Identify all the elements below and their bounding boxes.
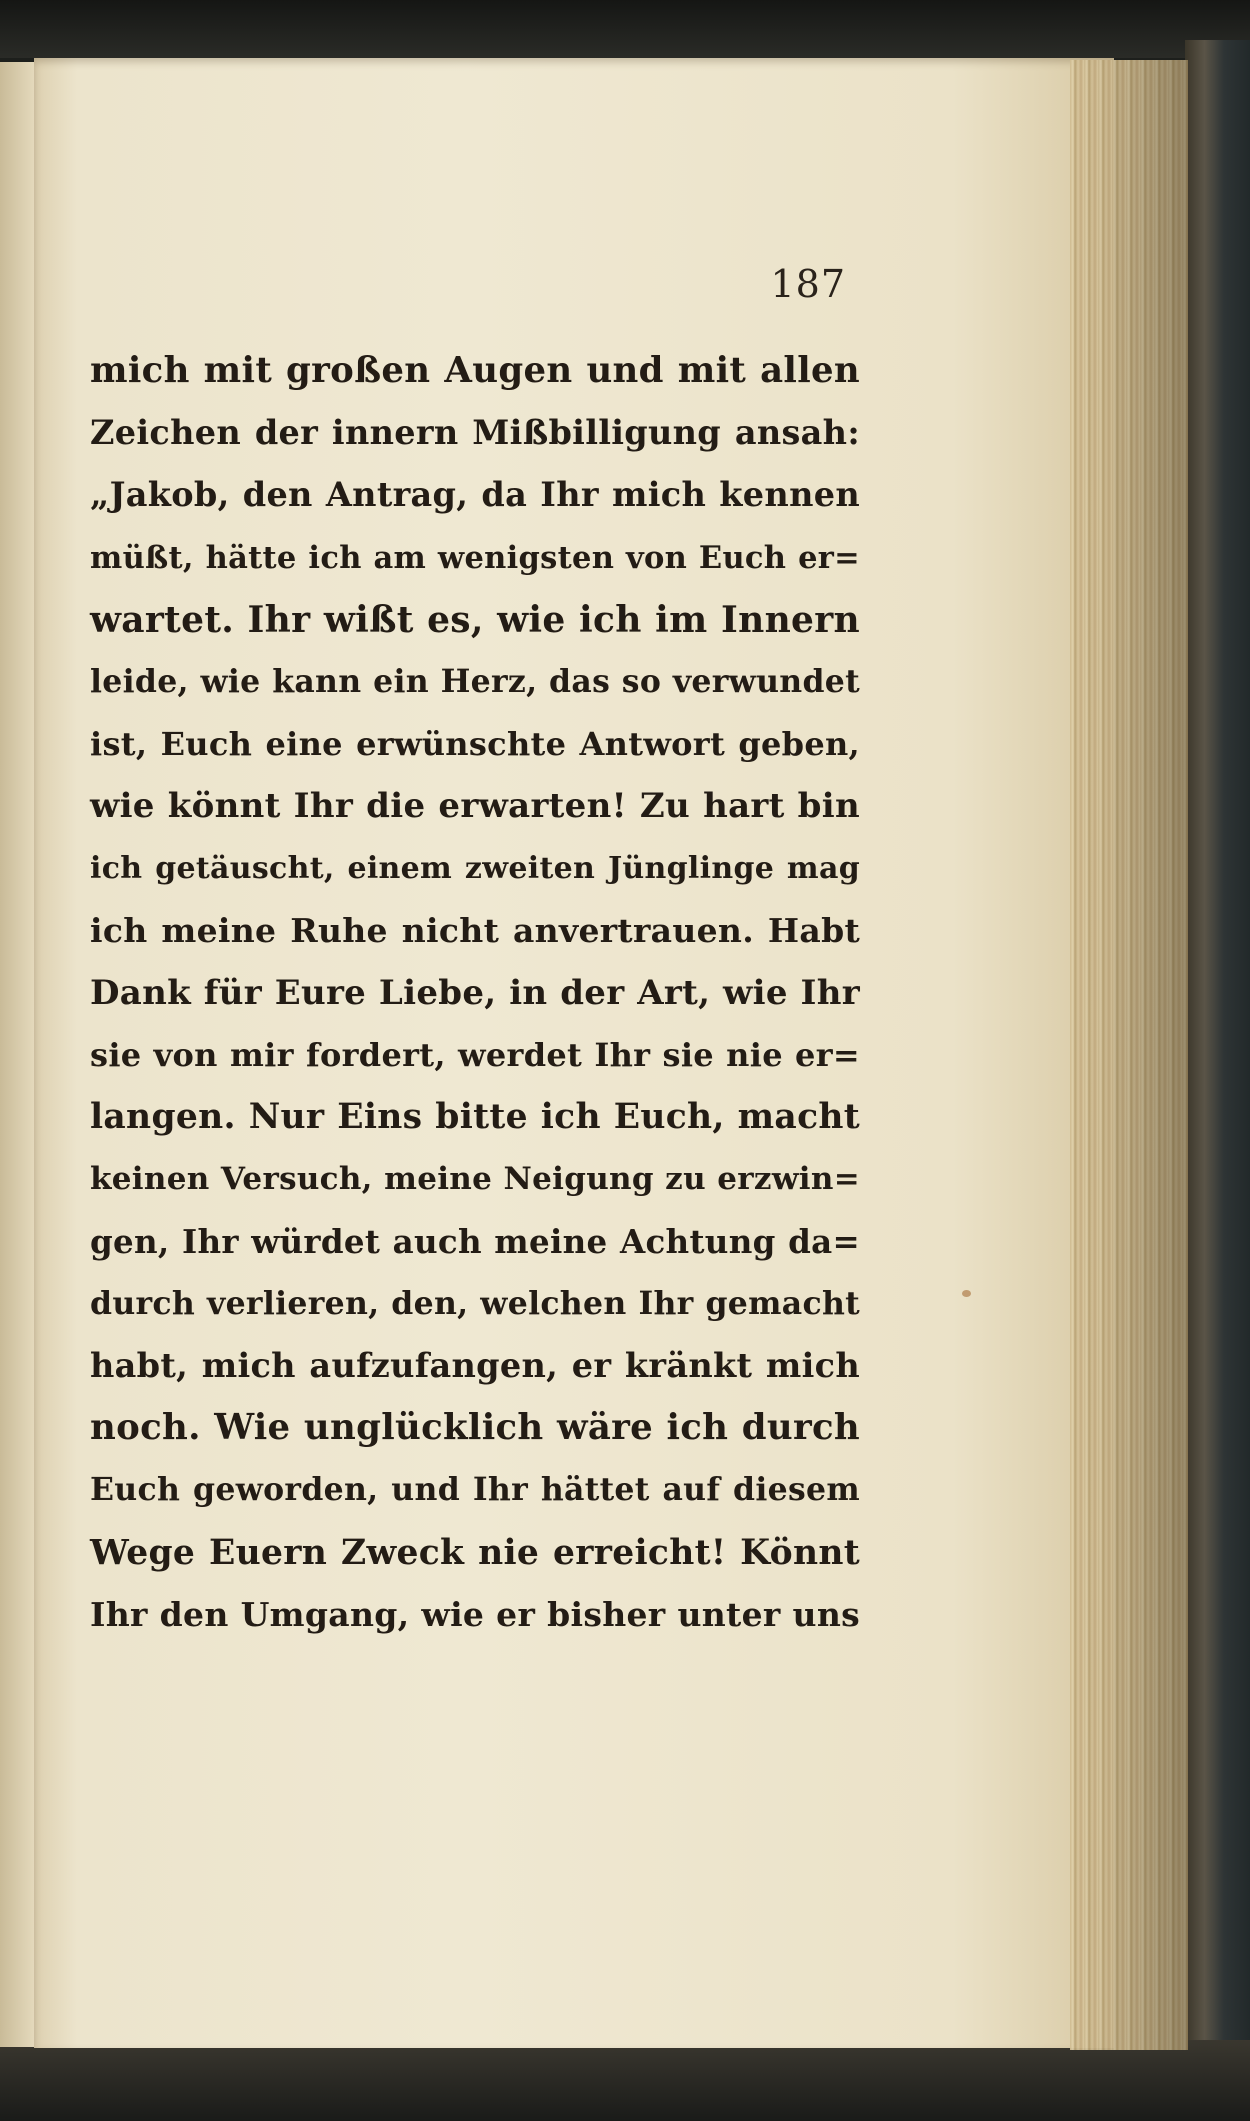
paper-stain bbox=[962, 1290, 971, 1297]
previous-page-edge bbox=[0, 62, 36, 2047]
text-line: gen, Ihr würdet auch meine Achtung da= bbox=[90, 1221, 860, 1261]
book-cover-bottom bbox=[0, 2040, 1250, 2121]
text-line: müßt, hätte ich am wenigsten von Euch er= bbox=[90, 539, 860, 576]
page-text bbox=[90, 340, 860, 1646]
text-line: ich getäuscht, einem zweiten Jünglinge mag bbox=[90, 850, 860, 886]
text-line: Dank für Eure Liebe, in der Art, wie Ihr bbox=[90, 972, 860, 1013]
text-line: Euch geworden, und Ihr hättet auf diesem bbox=[90, 1471, 860, 1509]
book-cover-top bbox=[0, 0, 1250, 58]
page-edges-shadow bbox=[1070, 60, 1188, 2050]
text-line: Wege Euern Zweck nie erreicht! Könnt bbox=[90, 1532, 860, 1573]
text-line: langen. Nur Eins bitte ich Euch, macht bbox=[90, 1097, 860, 1138]
text-line: sie von mir fordert, werdet Ihr sie nie er= bbox=[90, 1036, 860, 1075]
text-line: Zeichen der innern Mißbilligung ansah: bbox=[90, 413, 860, 453]
text-line: durch verlieren, den, welchen Ihr gemacht bbox=[90, 1284, 860, 1322]
text-line: „Jakob, den Antrag, da Ihr mich kennen bbox=[90, 475, 860, 515]
text-line: ist, Euch eine erwünschte Antwort geben, bbox=[90, 725, 860, 764]
book-cover-edge bbox=[1185, 40, 1250, 2080]
page-number: 187 bbox=[770, 262, 846, 306]
text-line: leide, wie kann ein Herz, das so verwundet bbox=[90, 662, 860, 700]
text-line: ich meine Ruhe nicht anvertrauen. Habt bbox=[90, 910, 860, 950]
text-line: noch. Wie unglücklich wäre ich durch bbox=[90, 1407, 860, 1449]
text-line: wartet. Ihr wißt es, wie ich im Innern bbox=[90, 598, 860, 641]
text-line: habt, mich aufzufangen, er kränkt mich bbox=[90, 1346, 860, 1385]
text-line: keinen Versuch, meine Neigung zu erzwin= bbox=[90, 1161, 860, 1198]
text-line: wie könnt Ihr die erwarten! Zu hart bin bbox=[90, 786, 860, 827]
text-line: mich mit großen Augen und mit allen bbox=[90, 350, 860, 391]
text-line: Ihr den Umgang, wie er bisher unter uns bbox=[90, 1594, 860, 1634]
